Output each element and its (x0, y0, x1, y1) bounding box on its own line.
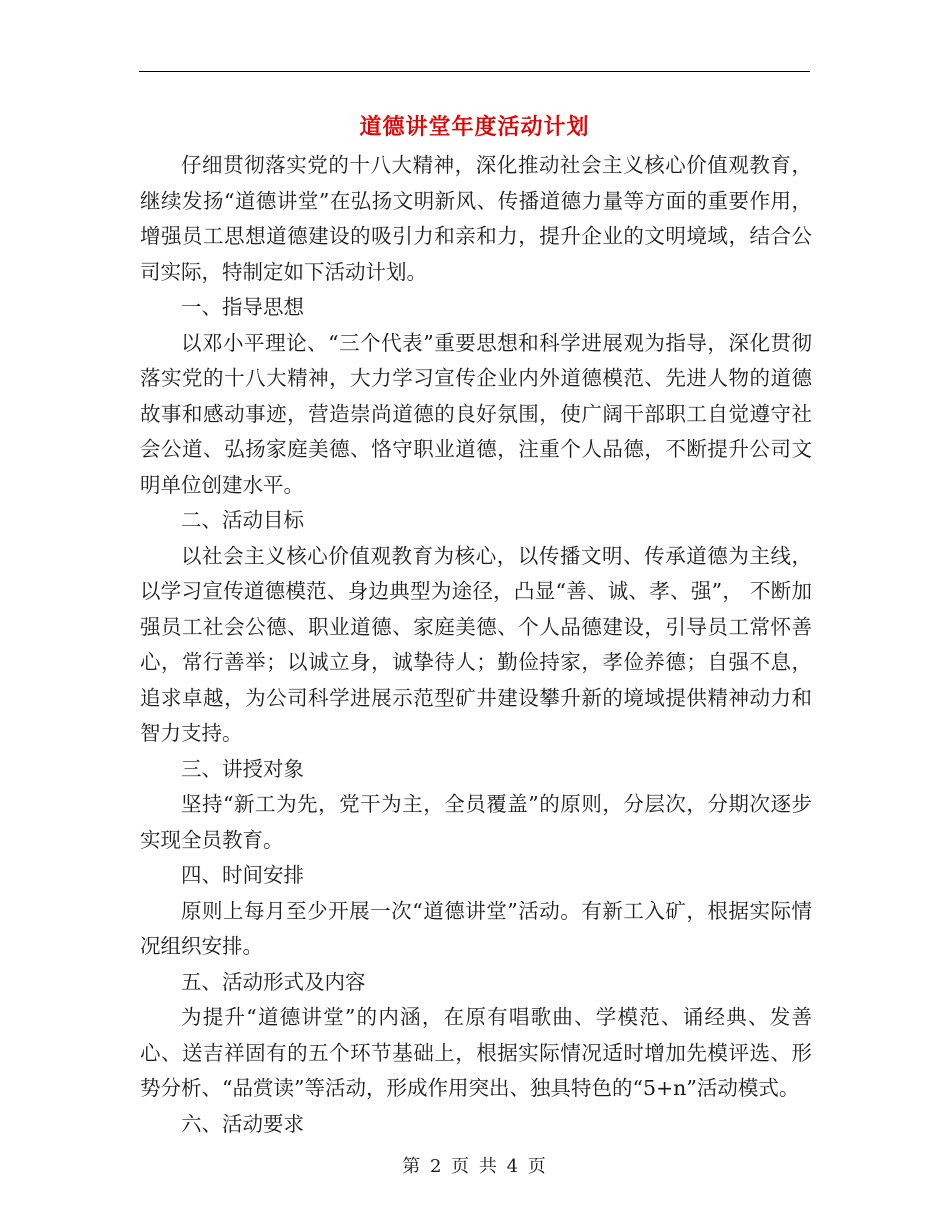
guiding-thought-paragraph: 以邓小平理论、“三个代表”重要思想和科学进展观为指导，深化贯彻落实党的十八大精神，大力学习宣传企业内外道德模范、先进人物的道德故事和感动事迹，营造崇尚道德的良好氛围，使广阔干部职工自觉遵守社会公道、弘扬家庭美德、恪守职业道德，注重个人品德，不断提升公司文明单位创建水平。 (140, 330, 812, 497)
schedule-paragraph: 原则上每月至少开展一次“道德讲堂”活动。有新工入矿，根据实际情况组织安排。 (140, 898, 812, 958)
document-title: 道德讲堂年度活动计划 (359, 114, 590, 140)
section-heading-activity-goal: 二、活动目标 (181, 508, 304, 532)
document-body (140, 148, 812, 1142)
section-heading-requirements: 六、活动要求 (181, 1111, 304, 1136)
section-heading-form-content: 五、活动形式及内容 (181, 969, 366, 994)
section-heading-audience: 三、讲授对象 (181, 756, 304, 781)
audience-paragraph: 坚持“新工为先，党干为主，全员覆盖”的原则，分层次，分期次逐步实现全员教育。 (140, 792, 812, 852)
activity-goal-paragraph: 以社会主义核心价值观教育为核心，以传播文明、传承道德为主线，以学习宣传道德模范、身边典型为途径，凸显“善、诚、孝、强”， 不断加强员工社会公德、职业道德、家庭美德、个人品德建设，引导员工常怀善心，常行善举；以诚立身，诚挚待人；勤俭持家，孝俭养德；自强不息，追求卓越，为公司科学进展示范型矿井建设攀升新的境域提供精神动力和智力支持。 (140, 543, 812, 745)
section-heading-guiding-thought: 一、指导思想 (181, 295, 304, 319)
form-content-paragraph: 为提升“道德讲堂”的内涵，在原有唱歌曲、学模范、诵经典、发善心、送吉祥固有的五个环节基础上，根据实际情况适时增加先模评选、形势分析、“品赏读”等活动，形成作用突出、独具特色的“5+n”活动模式。 (140, 1005, 812, 1100)
page-number: 第 2 页 共 4 页 (402, 1156, 548, 1177)
intro-paragraph: 仔细贯彻落实党的十八大精神，深化推动社会主义核心价值观教育，继续发扬“道德讲堂”在弘扬文明新风、传播道德力量等方面的重要作用，增强员工思想道德建设的吸引力和亲和力，提升企业的文明境域，结合公司实际，特制定如下活动计划。 (140, 153, 812, 284)
header-rule (139, 71, 810, 72)
section-heading-schedule: 四、时间安排 (181, 863, 304, 887)
